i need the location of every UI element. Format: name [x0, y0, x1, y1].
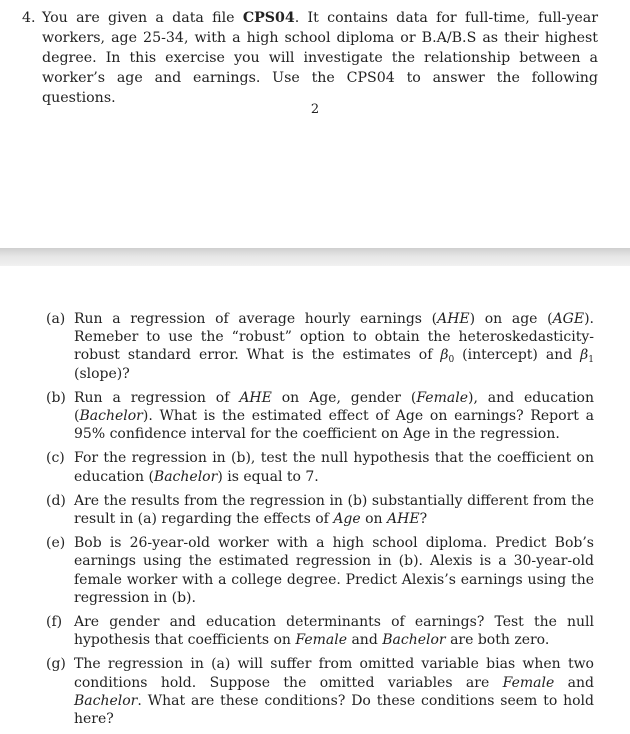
question-number: 4.: [22, 10, 36, 26]
var-female: Female: [295, 632, 347, 649]
part-g: [46, 655, 594, 728]
question-intro: [22, 8, 598, 108]
part-f-text: and: [347, 632, 383, 649]
part-f-label: (f): [46, 614, 63, 631]
var-female: Female: [416, 389, 468, 406]
part-g-text: and: [554, 674, 594, 691]
page-break-divider: [0, 248, 630, 266]
part-d: [46, 492, 594, 528]
page-number: 2: [310, 102, 320, 117]
intro-text-pre: You are given a data file: [42, 10, 243, 26]
var-ahe: AHE: [437, 311, 470, 327]
part-f-text: Are gender and education determinants of earnings? Test the null hypothesis that coefficients on: [74, 614, 594, 649]
part-d-text: ?: [419, 511, 428, 528]
part-a-text: Run a regression of average hourly earnings (: [74, 311, 438, 327]
var-bachelor: Bachelor: [153, 468, 218, 485]
var-bachelor: Bachelor: [79, 408, 143, 425]
part-g-label: (g): [46, 656, 66, 673]
var-age: AGE: [552, 311, 585, 327]
part-a: [46, 310, 594, 383]
data-file-name: CPS04: [242, 10, 295, 26]
part-b-text: ), and education (: [74, 389, 595, 425]
part-b-text: ). What is the estimated effect of Age on earnings? Report a 95% confidence interval for the coefficient on Age in the regression.: [74, 408, 594, 443]
part-e-label: (e): [46, 535, 66, 552]
part-a-text: ) on age (: [469, 311, 553, 327]
part-g-text: The regression in (a) will suffer from omitted variable bias when two conditions hold. Suppose the omitted variables are: [74, 656, 594, 691]
part-b-text: on Age, gender (: [271, 389, 417, 406]
var-bachelor: Bachelor: [382, 632, 446, 649]
beta-0-subscript: 0: [448, 355, 455, 366]
beta-1-symbol: β: [580, 347, 589, 364]
part-b-text: Run a regression of: [74, 389, 240, 406]
part-f: [46, 613, 594, 649]
part-c-text: For the regression in (b), test the null hypothesis that the coefficient on education (: [74, 450, 594, 485]
var-age: Age: [333, 511, 361, 528]
part-e-text: Bob is 26-year-old worker with a high school diploma. Predict Bob’s earnings using the estimated regression in (b). Alexis is a 30-year-old female worker with a college degree. Predict Alexis’s earnings using the regression in (b).: [74, 535, 594, 606]
part-b-label: (b): [46, 389, 66, 406]
part-a-text: ). Remeber to use the “robust” option to obtain the heteroskedasticity-robust standard error. What is the estimates of: [74, 311, 594, 364]
part-c-text: ) is equal to 7.: [217, 468, 319, 485]
part-e: [46, 534, 594, 607]
beta-1-subscript: 1: [588, 355, 594, 366]
part-d-text: on: [360, 511, 388, 528]
part-a-text: (intercept) and: [454, 347, 581, 364]
var-ahe: AHE: [387, 511, 420, 528]
part-d-text: Are the results from the regression in (b) substantially different from the result in (a) regarding the effects of: [74, 492, 594, 528]
intro-text-post: . It contains data for full-time, full-year workers, age 25-34, with a high school diploma or B.A/B.S as their highest degree. In this exercise you will investigate the relationship between a worker’s age and earnings. Use the CPS04 to answer the following questions.: [42, 10, 598, 106]
var-bachelor: Bachelor: [74, 692, 138, 709]
part-d-label: (d): [46, 492, 66, 509]
part-c: [46, 449, 594, 485]
part-g-text: . What are these conditions? Do these conditions seem to hold here?: [74, 692, 594, 728]
question-intro-text: [42, 8, 598, 108]
part-a-text: (slope)?: [74, 365, 130, 382]
var-ahe: AHE: [239, 389, 272, 406]
part-b: [46, 389, 594, 444]
var-female: Female: [502, 674, 555, 691]
beta-0-symbol: β: [440, 347, 449, 364]
part-f-text: are both zero.: [445, 632, 550, 649]
part-a-label: (a): [46, 311, 66, 327]
sub-question-list: [46, 310, 594, 734]
part-c-label: (c): [46, 450, 65, 467]
